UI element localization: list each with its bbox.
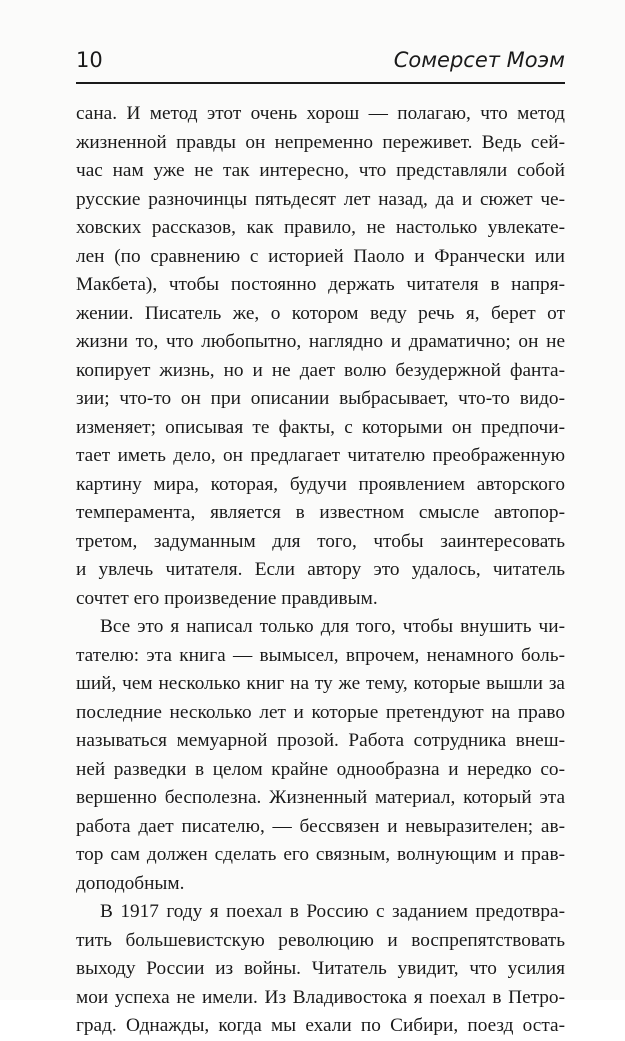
text-line: картину мира, которая, будучи проявлением авторского xyxy=(76,473,565,495)
text-line: Все это я написал только для того, чтобы внушить чи- xyxy=(100,616,565,637)
text-line: выходу России из войны. Читатель увидит, что усилия xyxy=(76,958,565,979)
text-line: тателю: эта книга — вымысел, впрочем, ненамного боль- xyxy=(76,644,565,666)
text-line: последние несколько лет и которые претендуют на право xyxy=(76,701,565,723)
text-line: и увлечь читателя. Если автору это удалось, читатель xyxy=(76,559,565,580)
text-line: жизни то, что любопытно, наглядно и драматично; он не xyxy=(76,331,565,352)
text-line: сочтет его произведение правдивым. xyxy=(76,587,378,609)
text-line: копирует жизнь, но и не дает волю безудержной фанта- xyxy=(76,359,565,381)
text-line: сана. И метод этот очень хорош — полагаю, что метод xyxy=(76,103,565,124)
text-line: русские разночинцы пятьдесят лет назад, да и сюжет че- xyxy=(76,188,565,210)
text-line: тить большевистскую революцию и воспрепятствовать xyxy=(76,929,565,951)
text-line: лен (по сравнению с историей Паоло и Франчески или xyxy=(76,245,565,267)
text-line: ший, чем несколько книг на ту же тему, которые вышли за xyxy=(76,673,565,694)
text-line: называться мемуарной прозой. Работа сотрудника внеш- xyxy=(76,730,565,751)
text-line: В 1917 году я поехал в Россию с заданием предотвра- xyxy=(100,901,565,922)
text-line: работа дает писателю, — бессвязен и невыразителен; ав- xyxy=(76,815,565,837)
text-line: вершенно бесполезна. Жизненный материал, который эта xyxy=(76,787,565,808)
text-line: жизненной правды он непременно переживет. Ведь сей- xyxy=(76,131,565,153)
text-line: град. Однажды, когда мы ехали по Сибири, поезд оста- xyxy=(76,1015,565,1036)
text-line: тает иметь дело, он предлагает читателю преображенную xyxy=(76,445,565,466)
text-line: час нам уже не так интересно, что представляли собой xyxy=(76,160,565,181)
text-line: доподобным. xyxy=(76,872,185,894)
text-line: зии; что-то он при описании выбрасывает, что-то видо- xyxy=(76,388,565,409)
text-line: ней разведки в целом крайне однообразна и нередко со- xyxy=(76,758,565,780)
text-line: жении. Писатель же, о котором веду речь я, берет от xyxy=(76,302,565,324)
page-header xyxy=(76,42,565,84)
text-line: тор сам должен сделать его связным, волнующим и прав- xyxy=(76,844,565,865)
text-line: мои успеха не имели. Из Владивостока я поехал в Петро- xyxy=(76,986,565,1008)
running-title: Сомерсет Моэм xyxy=(393,48,565,72)
text-line: темперамента, является в известном смысле автопор- xyxy=(76,502,565,523)
text-line: Макбета), чтобы постоянно держать читателя в напря- xyxy=(76,274,565,295)
text-line: изменяет; описывая те факты, с которыми он предпочи- xyxy=(76,416,565,438)
text-line: третом, задуманным для того, чтобы заинтересовать xyxy=(76,530,565,552)
body-text xyxy=(76,100,565,1041)
page-number: 10 xyxy=(76,48,103,72)
text-line: ховских рассказов, как правило, не настолько увлекате- xyxy=(76,217,565,238)
